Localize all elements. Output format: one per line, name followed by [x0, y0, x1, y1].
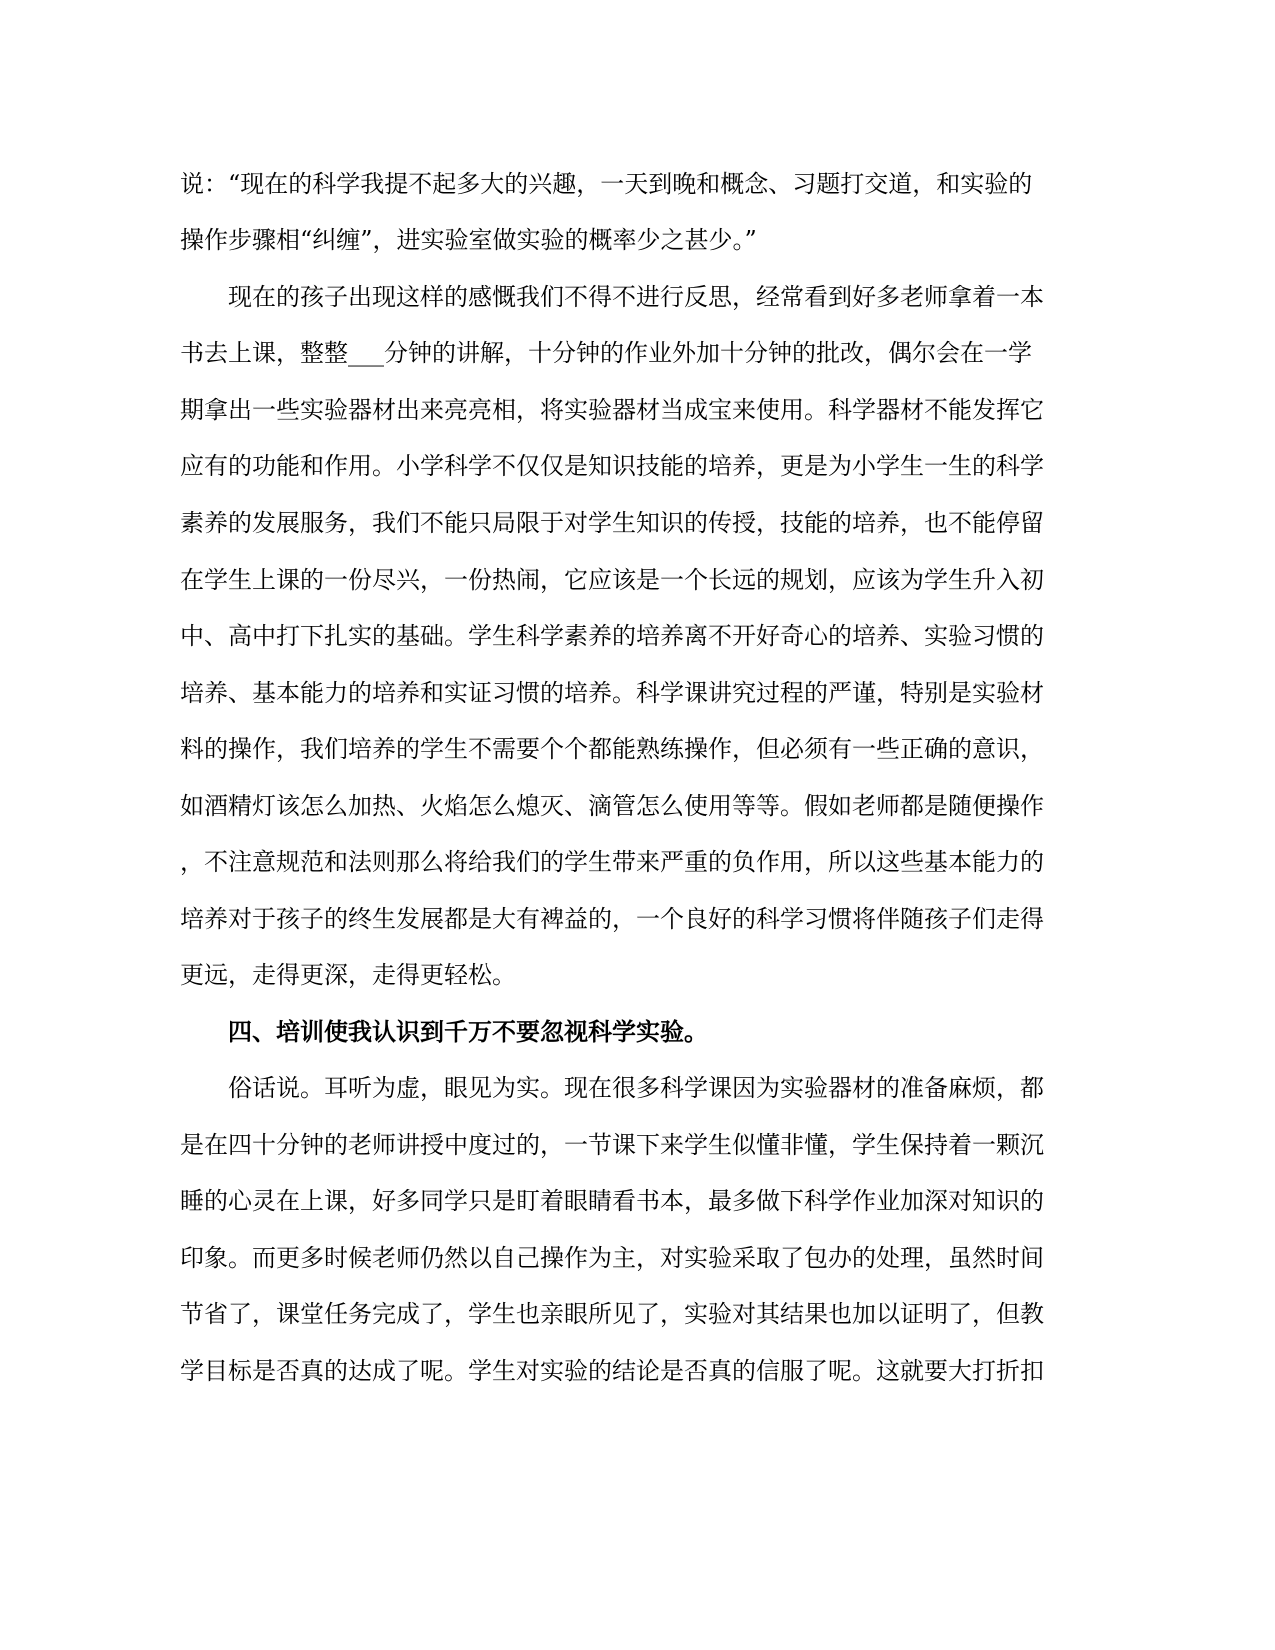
- text-line: 中、高中打下扎实的基础。学生科学素养的培养离不开好奇心的培养、实验习惯的: [180, 622, 1044, 650]
- text-line: 素养的发展服务，我们不能只局限于对学生知识的传授，技能的培养，也不能停留: [180, 509, 1044, 537]
- section-heading: 四、培训使我认识到千万不要忽视科学实验。: [228, 1017, 708, 1046]
- text-line: 料的操作，我们培养的学生不需要个个都能熟练操作，但必须有一些正确的意识，: [180, 735, 1044, 763]
- text-line: 培养对于孩子的终生发展都是大有裨益的，一个良好的科学习惯将伴随孩子们走得: [180, 905, 1044, 933]
- text-line: 俗话说。耳听为虚，眼见为实。现在很多科学课因为实验器材的准备麻烦，都: [228, 1074, 1044, 1102]
- text-line: 期拿出一些实验器材出来亮亮相，将实验器材当成宝来使用。科学器材不能发挥它: [180, 396, 1044, 424]
- text-line: 操作步骤相“纠缠”，进实验室做实验的概率少之甚少。”: [180, 226, 757, 254]
- text-line: 培养、基本能力的培养和实证习惯的培养。科学课讲究过程的严谨，特别是实验材: [180, 679, 1044, 707]
- text-line: 应有的功能和作用。小学科学不仅仅是知识技能的培养，更是为小学生一生的科学: [180, 452, 1044, 480]
- text-line: 现在的孩子出现这样的感慨我们不得不进行反思，经常看到好多老师拿着一本: [228, 283, 1044, 311]
- text-line: 睡的心灵在上课，好多同学只是盯着眼睛看书本，最多做下科学作业加深对知识的: [180, 1187, 1044, 1215]
- text-line: 印象。而更多时候老师仍然以自己操作为主，对实验采取了包办的处理，虽然时间: [180, 1244, 1044, 1272]
- text-line: 在学生上课的一份尽兴，一份热闹，它应该是一个长远的规划，应该为学生升入初: [180, 566, 1044, 594]
- text-line: 书去上课，整整___分钟的讲解，十分钟的作业外加十分钟的批改，偶尔会在一学: [180, 339, 1032, 367]
- text-line: ，不注意规范和法则那么将给我们的学生带来严重的负作用，所以这些基本能力的: [180, 848, 1044, 876]
- text-line: 说：“现在的科学我提不起多大的兴趣，一天到晚和概念、习题打交道，和实验的: [180, 170, 1033, 198]
- text-line: 学目标是否真的达成了呢。学生对实验的结论是否真的信服了呢。这就要大打折扣: [180, 1357, 1044, 1385]
- text-line: 是在四十分钟的老师讲授中度过的，一节课下来学生似懂非懂，学生保持着一颗沉: [180, 1131, 1044, 1159]
- text-line: 如酒精灯该怎么加热、火焰怎么熄灭、滴管怎么使用等等。假如老师都是随便操作: [180, 792, 1044, 820]
- text-line: 更远，走得更深，走得更轻松。: [180, 961, 516, 989]
- text-line: 节省了，课堂任务完成了，学生也亲眼所见了，实验对其结果也加以证明了，但教: [180, 1300, 1044, 1328]
